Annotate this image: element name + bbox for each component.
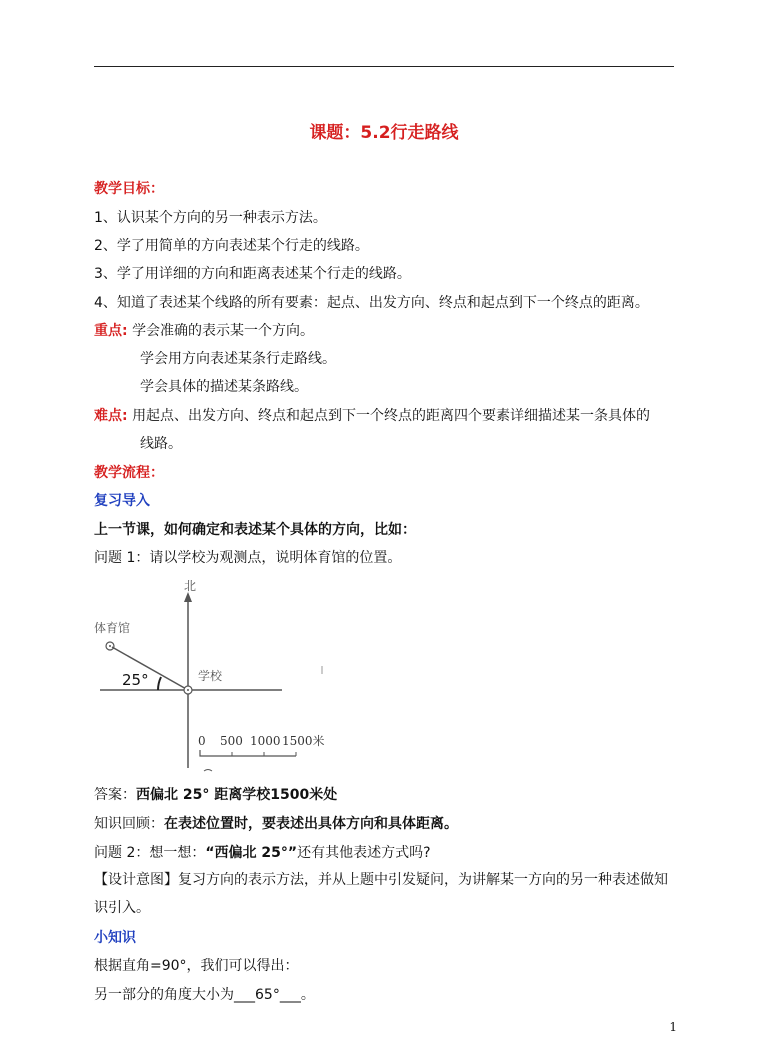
- page-title: 课题：5.2行走路线: [309, 123, 459, 143]
- answer-label: 答案：: [94, 787, 136, 803]
- goal-item: 4、知道了表述某个线路的所有要素：起点、出发方向、终点和起点到下一个终点的距离。: [94, 295, 649, 311]
- difficulty-row: [94, 405, 650, 425]
- scale-tick-label: 1000: [250, 734, 281, 748]
- question-2: 问题 2：想一想：“西偏北 25°”还有其他表述方式吗?: [94, 845, 431, 861]
- scale-bar: [200, 750, 296, 756]
- direction-diagram: [94, 578, 334, 778]
- page-number: 1: [669, 1020, 677, 1034]
- knowledge-review-text: 在表述位置时，要表述出具体方向和具体距离。: [164, 816, 458, 832]
- key-points-row: [94, 320, 314, 340]
- difficulty-text: 用起点、出发方向、终点和起点到下一个终点的距离四个要素详细描述某一条具体的: [132, 408, 651, 424]
- answer-row: [94, 784, 337, 804]
- question-1: 问题 1：请以学校为观测点，说明体育馆的位置。: [94, 550, 402, 566]
- gym-label: 体育馆: [94, 621, 131, 635]
- goal-item: 1、认识某个方向的另一种表示方法。: [94, 210, 327, 226]
- knowledge-review-label: 知识回顾：: [94, 816, 164, 832]
- school-label: 学校: [198, 669, 223, 683]
- key-point-text: 学会具体的描述某条路线。: [140, 379, 308, 395]
- header-rule: [94, 66, 674, 67]
- knowledge-review-row: [94, 813, 458, 833]
- difficulty-text-cont: 线路。: [140, 436, 182, 452]
- scale-tick-label: 1500米: [282, 734, 325, 748]
- north-arrow-icon: [184, 592, 192, 602]
- scale-tick-label: 0: [198, 734, 206, 748]
- key-point-text: 学会准确的表示某一个方向。: [132, 323, 315, 339]
- angle-arc: [158, 677, 161, 690]
- tip-line: 另一部分的角度大小为___65°___。: [94, 987, 315, 1003]
- review-heading: 复习导入: [94, 493, 150, 509]
- key-point-text: 学会用方向表述某条行走路线。: [140, 351, 336, 367]
- north-label: 北: [184, 579, 197, 593]
- review-intro: 上一节课，如何确定和表述某个具体的方向，比如：: [94, 522, 416, 538]
- goals-heading: 教学目标：: [94, 181, 164, 197]
- goal-item: 2、学了用简单的方向表述某个行走的线路。: [94, 238, 369, 254]
- goal-item: 3、学了用详细的方向和距离表述某个行走的线路。: [94, 266, 411, 282]
- angle-label: 25°: [122, 671, 149, 689]
- scale-tick-label: 500: [220, 734, 243, 748]
- difficulty-label: 难点:: [94, 408, 128, 424]
- tip-line: 根据直角=90°，我们可以得出：: [94, 958, 299, 974]
- tip-heading: 小知识: [94, 930, 136, 946]
- answer-text: 西偏北 25° 距离学校1500米处: [136, 787, 338, 803]
- key-points-label: 重点:: [94, 323, 128, 339]
- process-heading: 教学流程：: [94, 465, 164, 481]
- design-intent: 【设计意图】复习方向的表示方法，并从上题中引发疑问，为讲解某一方向的另一种表述做知识引入。: [94, 872, 668, 916]
